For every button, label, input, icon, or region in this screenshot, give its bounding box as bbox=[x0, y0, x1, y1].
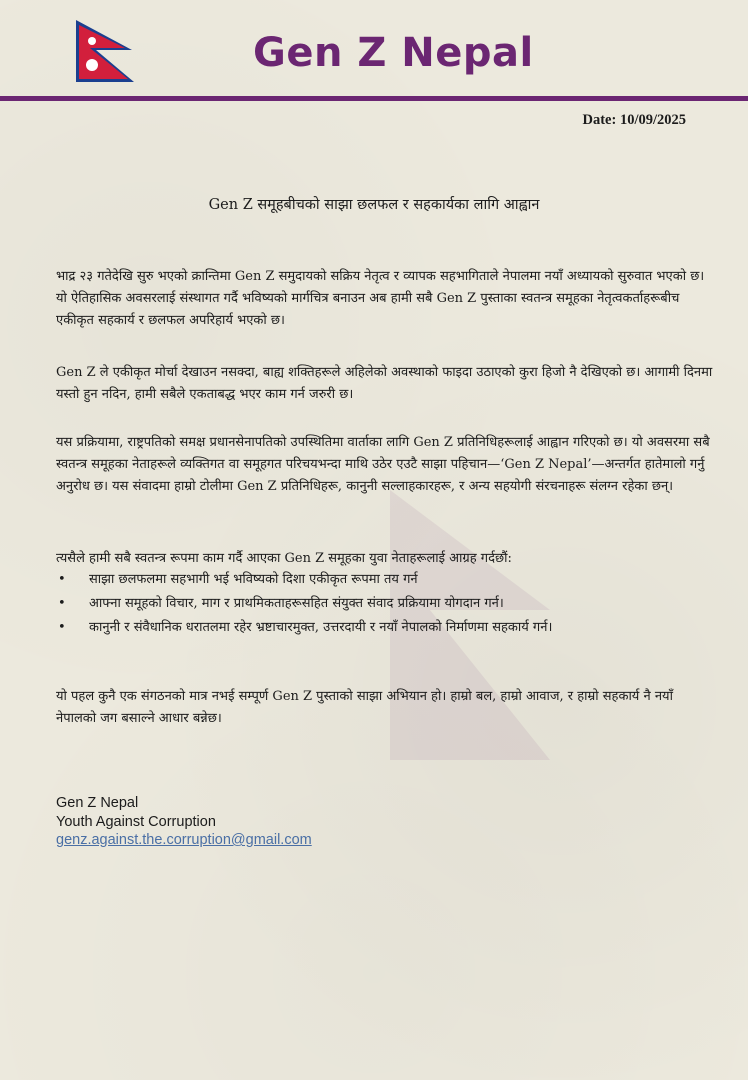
bullet-icon: • bbox=[58, 620, 66, 635]
paragraph-closing: यो पहल कुनै एक संगठनको मात्र नभई सम्पूर्ण Gen Z पुस्ताको साझा अभियान हो। हाम्रो बल, हाम्रो आवाज, र हाम्रो सहकार्य नै नयाँ नेपालको जग बसाल्ने आधार बन्नेछ। bbox=[56, 689, 673, 726]
signature-block bbox=[56, 794, 312, 850]
paragraph-appeal: त्यसैले हामी सबै स्वतन्त्र रूपमा काम गर्दै आएका Gen Z समूहका युवा नेताहरूलाई आग्रह गर्दछौं: bbox=[56, 551, 512, 566]
list-item bbox=[56, 593, 716, 615]
email-link[interactable]: genz.against.the.corruption@gmail.com bbox=[56, 832, 312, 848]
paragraph-dialogue: यस प्रक्रियामा, राष्ट्रपतिको समक्ष प्रधानसेनापतिको उपस्थितिमा वार्ताका लागि Gen Z प्रतिनिधिहरूलाई आह्वान गरिएको छ। यो अवसरमा सबै स्वतन्त्र समूहका नेताहरूले व्यक्तिगत वा समूहगत परिचयभन्दा माथि उठेर एउटै साझा पहिचान—‘Gen Z Nepal’—अन्तर्गत हातेमालो गर्नु अनुरोध छ। यस संवादमा हाम्रो टोलीमा Gen Z प्रतिनिधिहरू, कानुनी सल्लाहकारहरू, र अन्य सहयोगी संरचनाहरू संलग्न रहेका छन्। bbox=[56, 435, 710, 494]
list-item-text: कानुनी र संवैधानिक धरातलमा रहेर भ्रष्टाचारमुक्त, उत्तरदायी र नयाँ नेपालको निर्माणमा सहकार्य गर्न। bbox=[89, 620, 553, 635]
header-divider bbox=[0, 96, 748, 101]
letter-subject: Gen Z समूहबीचको साझा छलफल र सहकार्यका लागि आह्वान bbox=[208, 197, 540, 213]
bullet-icon: • bbox=[58, 596, 66, 611]
appeal-list bbox=[56, 569, 716, 641]
list-item-text: आफ्ना समूहको विचार, माग र प्राथमिकताहरूसहित संयुक्त संवाद प्रक्रियामा योगदान गर्न। bbox=[89, 596, 504, 611]
list-item bbox=[56, 617, 716, 639]
nepal-flag-icon bbox=[72, 18, 142, 84]
bullet-icon: • bbox=[58, 572, 66, 587]
brand-title: Gen Z Nepal bbox=[253, 30, 534, 76]
list-item-text: साझा छलफलमा सहभागी भई भविष्यको दिशा एकीकृत रूपमा तय गर्न bbox=[89, 572, 418, 587]
letter-date: Date: 10/09/2025 bbox=[582, 112, 686, 128]
paragraph-intro: भाद्र २३ गतेदेखि सुरु भएको क्रान्तिमा Gen Z समुदायको सक्रिय नेतृत्व र व्यापक सहभागिताले नेपालमा नयाँ अध्यायको सुरुवात भएको छ। यो ऐतिहासिक अवसरलाई संस्थागत गर्दै भविष्यको मार्गचित्र बनाउन अब हामी सबै Gen Z पुस्ताका स्वतन्त्र समूहका नेतृत्वकर्ताहरूबीच एकीकृत सहकार्य र छलफल अपरिहार्य भएको छ। bbox=[56, 269, 705, 328]
signature-org: Gen Z Nepal bbox=[56, 795, 139, 811]
paragraph-unity: Gen Z ले एकीकृत मोर्चा देखाउन नसक्दा, बाह्य शक्तिहरूले अहिलेको अवस्थाको फाइदा उठाएको कुरा हिजो नै देखिएको छ। आगामी दिनमा यस्तो हुन नदिन, हामी सबैले एकताबद्ध भएर काम गर्न जरुरी छ। bbox=[56, 365, 713, 402]
list-item bbox=[56, 569, 716, 591]
signature-tagline: Youth Against Corruption bbox=[56, 813, 216, 830]
